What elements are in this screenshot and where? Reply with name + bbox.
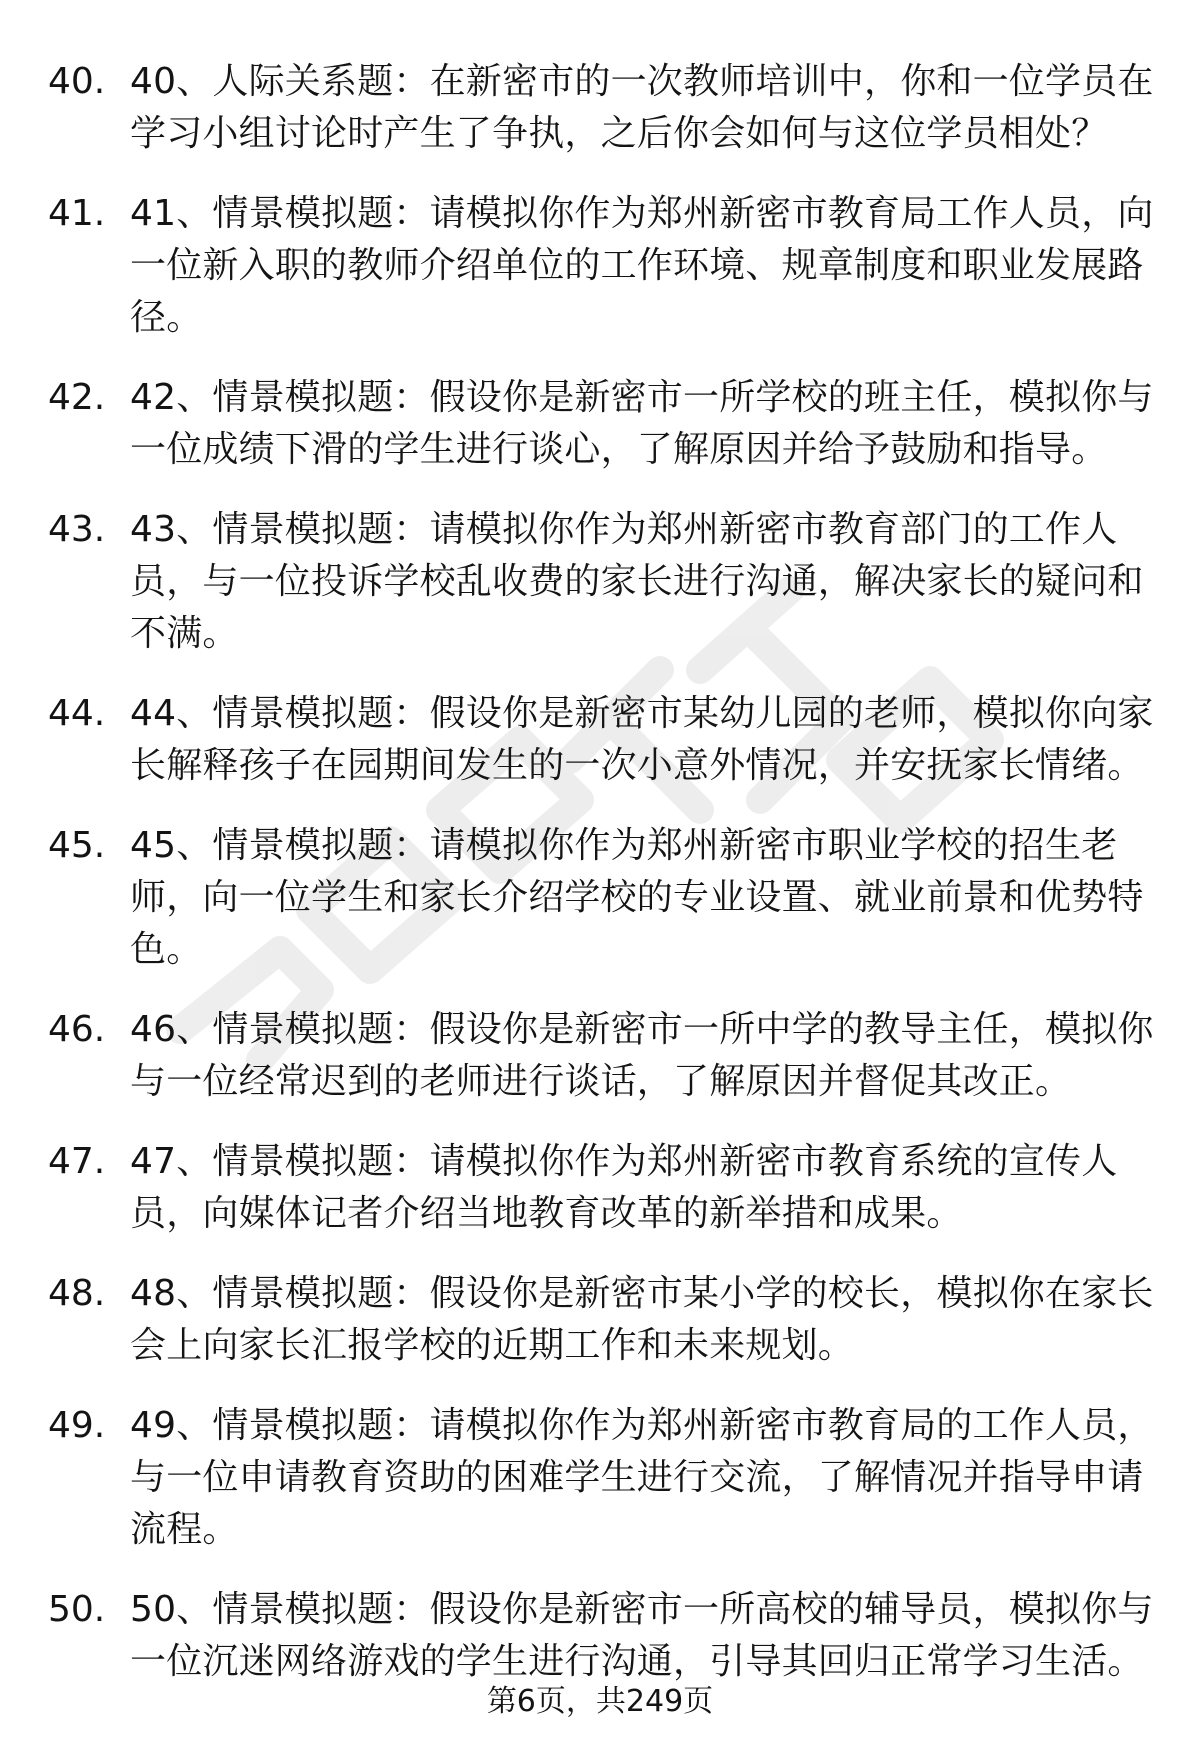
question-item — [48, 1268, 1158, 1372]
question-number: 44. — [48, 693, 106, 734]
question-text: 41、情景模拟题：请模拟你作为郑州新密市教育局工作人员，向一位新入职的教师介绍单位的工作环境、规章制度和职业发展路径。 — [130, 193, 1154, 338]
question-number: 47. — [48, 1141, 106, 1182]
question-item — [48, 1400, 1158, 1556]
question-item — [48, 1136, 1158, 1240]
question-text: 43、情景模拟题：请模拟你作为郑州新密市教育部门的工作人员，与一位投诉学校乱收费的家长进行沟通，解决家长的疑问和不满。 — [130, 509, 1144, 654]
question-list — [48, 56, 1158, 1716]
question-text: 49、情景模拟题：请模拟你作为郑州新密市教育局的工作人员，与一位申请教育资助的困难学生进行交流，了解情况并指导申请流程。 — [130, 1405, 1154, 1550]
question-text: 45、情景模拟题：请模拟你作为郑州新密市职业学校的招生老师，向一位学生和家长介绍学校的专业设置、就业前景和优势特色。 — [130, 825, 1144, 970]
question-text: 47、情景模拟题：请模拟你作为郑州新密市教育系统的宣传人员，向媒体记者介绍当地教育改革的新举措和成果。 — [130, 1141, 1118, 1234]
question-number: 46. — [48, 1009, 106, 1050]
question-number: 48. — [48, 1273, 106, 1314]
question-item — [48, 1584, 1158, 1688]
page-footer — [0, 1680, 1200, 1724]
question-text: 48、情景模拟题：假设你是新密市某小学的校长，模拟你在家长会上向家长汇报学校的近期工作和未来规划。 — [130, 1273, 1154, 1366]
question-number: 40. — [48, 61, 106, 102]
question-text: 50、情景模拟题：假设你是新密市一所高校的辅导员，模拟你与一位沉迷网络游戏的学生进行沟通，引导其回归正常学习生活。 — [130, 1589, 1154, 1682]
question-item — [48, 372, 1158, 476]
question-number: 45. — [48, 825, 106, 866]
question-number: 50. — [48, 1589, 106, 1630]
question-item — [48, 188, 1158, 344]
question-item — [48, 56, 1158, 160]
question-text: 46、情景模拟题：假设你是新密市一所中学的教导主任，模拟你与一位经常迟到的老师进行谈话，了解原因并督促其改正。 — [130, 1009, 1154, 1102]
question-text: 42、情景模拟题：假设你是新密市一所学校的班主任，模拟你与一位成绩下滑的学生进行谈心，了解原因并给予鼓励和指导。 — [130, 377, 1154, 470]
question-item — [48, 820, 1158, 976]
question-text: 44、情景模拟题：假设你是新密市某幼儿园的老师，模拟你向家长解释孩子在园期间发生的一次小意外情况，并安抚家长情绪。 — [130, 693, 1154, 786]
question-number: 41. — [48, 193, 106, 234]
question-text: 40、人际关系题：在新密市的一次教师培训中，你和一位学员在学习小组讨论时产生了争执，之后你会如何与这位学员相处？ — [130, 61, 1154, 154]
question-number: 49. — [48, 1405, 106, 1446]
question-item — [48, 504, 1158, 660]
page-indicator: 第6页，共249页 — [486, 1684, 714, 1719]
question-number: 43. — [48, 509, 106, 550]
question-item — [48, 1004, 1158, 1108]
question-item — [48, 688, 1158, 792]
question-number: 42. — [48, 377, 106, 418]
